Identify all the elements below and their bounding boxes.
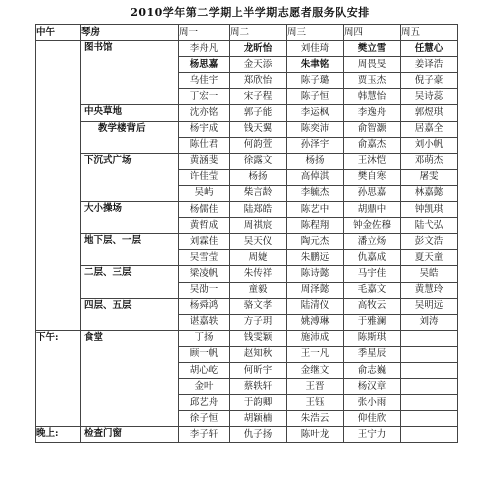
volunteer-name [401, 379, 458, 395]
volunteer-name: 吴皓 [401, 266, 458, 282]
volunteer-name: 陶元杰 [287, 234, 344, 250]
table-row [36, 153, 458, 169]
volunteer-name: 李运枫 [287, 105, 344, 121]
day-header: 周三 [287, 25, 344, 41]
volunteer-name: 谌嘉轶 [179, 314, 230, 330]
volunteer-name: 季星辰 [344, 346, 401, 362]
volunteer-name [401, 330, 458, 346]
location-label: 二层、三层 [81, 266, 179, 298]
volunteer-name: 何韵萱 [230, 137, 287, 153]
table-row [36, 41, 458, 57]
volunteer-name: 徐子恒 [179, 411, 230, 427]
volunteer-name: 梁凌帆 [179, 266, 230, 282]
volunteer-name [401, 362, 458, 378]
volunteer-name: 金叶 [179, 379, 230, 395]
day-header: 周二 [230, 25, 287, 41]
volunteer-name: 周泽懿 [287, 282, 344, 298]
period-label [36, 41, 81, 331]
volunteer-name: 陈艺中 [287, 202, 344, 218]
volunteer-name: 陆清仪 [287, 298, 344, 314]
location-label: 下沉式广场 [81, 153, 179, 201]
location-label: 检查门窗 [81, 427, 179, 443]
volunteer-name [401, 346, 458, 362]
volunteer-name: 吴明远 [401, 298, 458, 314]
volunteer-name: 俞志巍 [344, 362, 401, 378]
day-header: 周四 [344, 25, 401, 41]
volunteer-name: 王宁力 [344, 427, 401, 443]
volunteer-name [401, 395, 458, 411]
page-title: 2010学年第二学期上半学期志愿者服务队安排 [130, 6, 370, 19]
volunteer-name: 屠雯 [401, 169, 458, 185]
volunteer-name: 杨宇成 [179, 121, 230, 137]
volunteer-name: 杨扬 [230, 169, 287, 185]
schedule-table [35, 24, 458, 443]
volunteer-name: 陈斯琪 [344, 330, 401, 346]
volunteer-name: 杨舜鸿 [179, 298, 230, 314]
volunteer-name: 陈子璐 [287, 73, 344, 89]
volunteer-name: 孙泽宇 [287, 137, 344, 153]
volunteer-name: 童毅 [230, 282, 287, 298]
volunteer-name: 李逸舟 [344, 105, 401, 121]
volunteer-name: 王一凡 [287, 346, 344, 362]
volunteer-name: 马宇佳 [344, 266, 401, 282]
volunteer-name: 宋子程 [230, 89, 287, 105]
volunteer-name: 黄慧玲 [401, 282, 458, 298]
volunteer-name: 俞嘉杰 [344, 137, 401, 153]
volunteer-name: 朱浩云 [287, 411, 344, 427]
volunteer-name: 周畏旻 [344, 57, 401, 73]
volunteer-name: 杨思嘉 [179, 57, 230, 73]
volunteer-name: 彭文浩 [401, 234, 458, 250]
volunteer-name: 邓萌杰 [401, 153, 458, 169]
volunteer-name: 姜译浩 [401, 57, 458, 73]
table-row [36, 266, 458, 282]
location-label: 大小操场 [81, 202, 179, 234]
volunteer-name: 陈奕沛 [287, 121, 344, 137]
volunteer-name: 杨汉章 [344, 379, 401, 395]
header-row [36, 25, 458, 41]
volunteer-name: 骆文孝 [230, 298, 287, 314]
volunteer-name: 姚溥琳 [287, 314, 344, 330]
location-label: 四层、五层 [81, 298, 179, 330]
volunteer-name: 刘小帆 [401, 137, 458, 153]
location-label: 中央草地 [81, 105, 179, 121]
volunteer-name: 柴言龄 [230, 185, 287, 201]
volunteer-name: 钟金佐穆 [344, 218, 401, 234]
period-label: 晚上: [36, 427, 81, 443]
volunteer-name: 孙思嘉 [344, 185, 401, 201]
volunteer-name: 樊立雪 [344, 41, 401, 57]
volunteer-name: 朱传祥 [230, 266, 287, 282]
volunteer-name: 于韵卿 [230, 395, 287, 411]
volunteer-name: 李子轩 [179, 427, 230, 443]
volunteer-name: 胡颖楠 [230, 411, 287, 427]
volunteer-name: 吴劭一 [179, 282, 230, 298]
volunteer-name: 赵知秋 [230, 346, 287, 362]
period-label: 下午: [36, 330, 81, 427]
volunteer-name: 吴天仪 [230, 234, 287, 250]
volunteer-name: 陈子恒 [287, 89, 344, 105]
volunteer-name: 蔡轶轩 [230, 379, 287, 395]
volunteer-name: 黄哲成 [179, 218, 230, 234]
volunteer-name: 陈诗懿 [287, 266, 344, 282]
place-header: 琴房 [81, 25, 179, 41]
volunteer-name: 夏天童 [401, 250, 458, 266]
volunteer-name: 刘霖佳 [179, 234, 230, 250]
table-row [36, 298, 458, 314]
volunteer-name: 刘佳琦 [287, 41, 344, 57]
volunteer-name: 胡鼎中 [344, 202, 401, 218]
day-header: 周五 [401, 25, 458, 41]
volunteer-name: 陈程翔 [287, 218, 344, 234]
volunteer-name: 朱聿铭 [287, 57, 344, 73]
volunteer-name [401, 427, 458, 443]
volunteer-name: 杨扬 [287, 153, 344, 169]
volunteer-name: 何昕宇 [230, 362, 287, 378]
volunteer-name: 樊自寒 [344, 169, 401, 185]
volunteer-name: 陈仕君 [179, 137, 230, 153]
volunteer-name: 邱艺舟 [179, 395, 230, 411]
volunteer-name: 高倬淇 [287, 169, 344, 185]
volunteer-name: 王晋 [287, 379, 344, 395]
volunteer-name: 于雅澜 [344, 314, 401, 330]
volunteer-name: 丁扬 [179, 330, 230, 346]
table-row [36, 121, 458, 137]
volunteer-name [401, 411, 458, 427]
volunteer-name: 吴屿 [179, 185, 230, 201]
period-midday: 中午 [36, 25, 81, 41]
volunteer-name: 龙昕怡 [230, 41, 287, 57]
volunteer-name: 仇子扬 [230, 427, 287, 443]
volunteer-name: 杨儒佳 [179, 202, 230, 218]
day-header: 周一 [179, 25, 230, 41]
volunteer-name: 吴诗蕊 [401, 89, 458, 105]
volunteer-name: 金继文 [287, 362, 344, 378]
volunteer-name: 郭煜琪 [401, 105, 458, 121]
volunteer-name: 钱天翼 [230, 121, 287, 137]
table-row [36, 234, 458, 250]
volunteer-name: 潘立炀 [344, 234, 401, 250]
volunteer-name: 俞智灏 [344, 121, 401, 137]
table-row [36, 105, 458, 121]
volunteer-name: 钟凯琪 [401, 202, 458, 218]
volunteer-name: 周祺宸 [230, 218, 287, 234]
volunteer-name: 韩慧怡 [344, 89, 401, 105]
volunteer-name: 毛嘉文 [344, 282, 401, 298]
location-label: 图书馆 [81, 41, 179, 105]
table-row [36, 427, 458, 443]
volunteer-name: 吴雪莹 [179, 250, 230, 266]
volunteer-name: 乌佳宇 [179, 73, 230, 89]
volunteer-name: 张小雨 [344, 395, 401, 411]
volunteer-name: 金天添 [230, 57, 287, 73]
volunteer-name: 郭子能 [230, 105, 287, 121]
volunteer-name: 陆弋弘 [401, 218, 458, 234]
volunteer-name: 倪子豪 [401, 73, 458, 89]
volunteer-name: 徐露文 [230, 153, 287, 169]
volunteer-name: 贾玉杰 [344, 73, 401, 89]
schedule-body [36, 25, 458, 443]
volunteer-name: 王沐恺 [344, 153, 401, 169]
volunteer-name: 任慧心 [401, 41, 458, 57]
table-row [36, 330, 458, 346]
volunteer-name: 居嘉全 [401, 121, 458, 137]
volunteer-name: 顾一帆 [179, 346, 230, 362]
volunteer-name: 钱雯颖 [230, 330, 287, 346]
volunteer-name: 高牧云 [344, 298, 401, 314]
volunteer-name: 陆郑皓 [230, 202, 287, 218]
volunteer-name: 郑欣怡 [230, 73, 287, 89]
volunteer-name: 朱鹏远 [287, 250, 344, 266]
volunteer-name: 刘涛 [401, 314, 458, 330]
volunteer-name: 仇嘉成 [344, 250, 401, 266]
volunteer-name: 丁宏一 [179, 89, 230, 105]
location-label: 教学楼背后 [81, 121, 179, 153]
volunteer-name: 陈叶龙 [287, 427, 344, 443]
volunteer-name: 仰佳欣 [344, 411, 401, 427]
volunteer-name: 许佳莹 [179, 169, 230, 185]
volunteer-name: 黄涵斐 [179, 153, 230, 169]
volunteer-name: 施沛成 [287, 330, 344, 346]
volunteer-name: 方子玥 [230, 314, 287, 330]
table-row [36, 202, 458, 218]
location-label: 食堂 [81, 330, 179, 427]
volunteer-name: 李毓杰 [287, 185, 344, 201]
volunteer-name: 林嘉懿 [401, 185, 458, 201]
volunteer-name: 周婕 [230, 250, 287, 266]
volunteer-name: 王钰 [287, 395, 344, 411]
volunteer-name: 李舟凡 [179, 41, 230, 57]
volunteer-name: 胡心屹 [179, 362, 230, 378]
volunteer-name: 沈亦铭 [179, 105, 230, 121]
location-label: 地下层、一层 [81, 234, 179, 266]
